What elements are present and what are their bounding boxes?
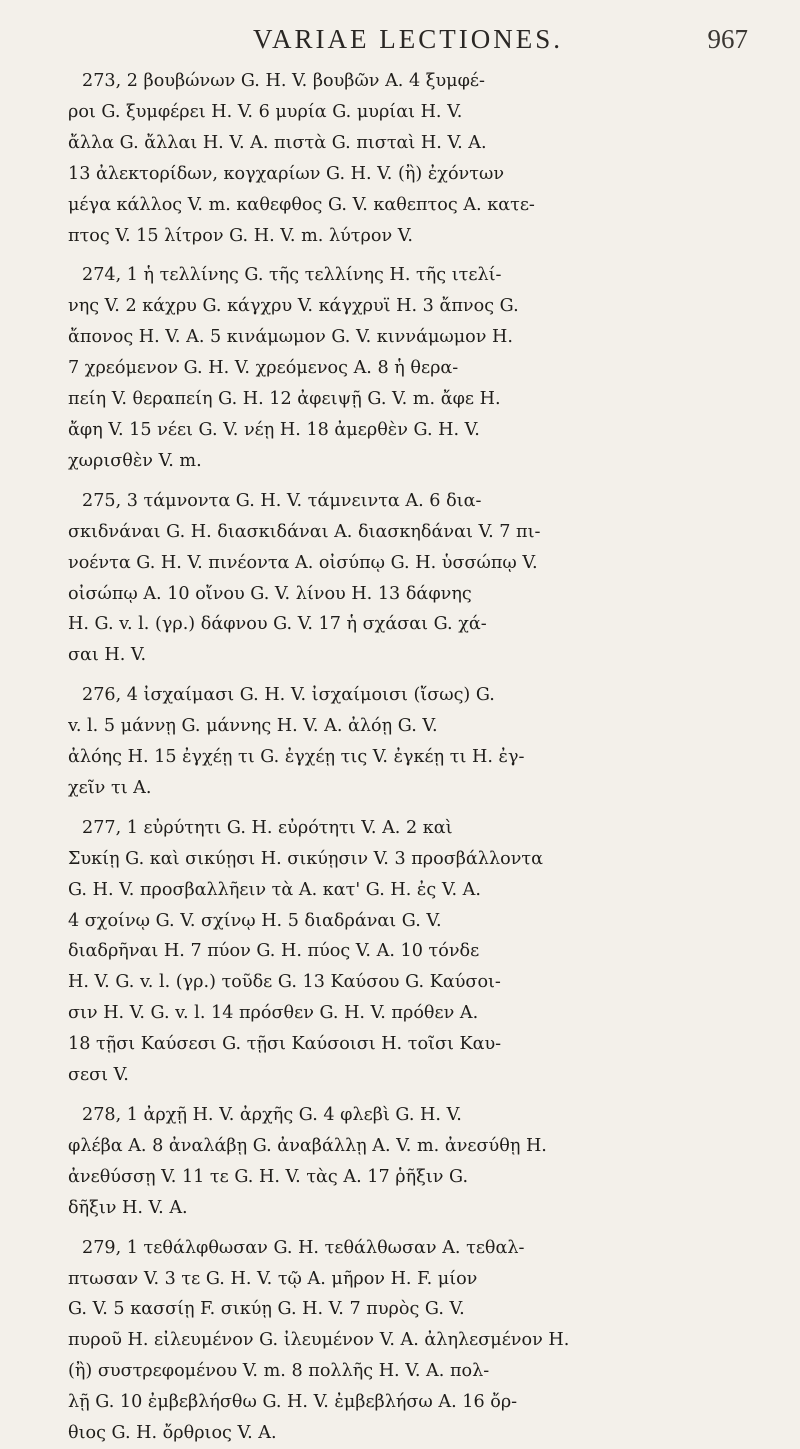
text-line: ἄφη V. 15 νέει G. V. νέῃ H. 18 ἀμερθὲν G. H. V.	[68, 419, 480, 440]
text-line: Συκίῃ G. καὶ σικύῃσι H. σικύῃσιν V. 3 προσβάλλοντα	[68, 848, 544, 869]
text-line: ἄλλα G. ἄλλαι H. V. A. πιστὰ G. πισταὶ H. V. A.	[68, 132, 487, 153]
section-first-line: 273, 2 βουβώνων G. H. V. βουβῶν A. 4 ξυμφέ-	[82, 71, 485, 91]
section-first-line: 277, 1 εὐρύτητι G. H. εὐρότητι V. A. 2 καὶ	[82, 817, 453, 838]
text-line: H. G. v. l. (γρ.) δάφνου G. V. 17 ἡ σχάσαι G. χά-	[68, 614, 487, 635]
variant-readings	[68, 66, 748, 1449]
text-line: ἄπονος H. V. A. 5 κινάμωμον G. V. κιννάμωμον H.	[68, 327, 513, 348]
text-line: φλέβα A. 8 ἀναλάβῃ G. ἀναβάλλῃ A. V. m. ἀνεσύθῃ H.	[68, 1135, 547, 1156]
chapter-section	[68, 66, 748, 251]
section-first-line: 279, 1 τεθάλφθωσαν G. H. τεθάλθωσαν A. τεθαλ-	[82, 1237, 525, 1258]
text-line: ἀλόης H. 15 ἐγχέῃ τι G. ἐγχέῃ τις V. ἐγκέῃ τι H. ἐγ-	[68, 747, 525, 768]
text-line: οἰσώπῳ A. 10 οἴνου G. V. λίνου H. 13 δάφνης	[68, 583, 472, 604]
chapter-section	[68, 1233, 748, 1449]
chapter-section	[68, 1100, 748, 1224]
chapter-section	[68, 680, 748, 804]
text-line: νης V. 2 κάχρυ G. κάγχρυ V. κάγχρυϊ H. 3 ἄπνος G.	[68, 296, 519, 317]
text-line: χεῖν τι A.	[68, 777, 152, 798]
text-line: πτωσαν V. 3 τε G. H. V. τῷ A. μῆρον H. F. μίον	[68, 1268, 478, 1289]
text-line: διαδρῆναι H. 7 πύον G. H. πύος V. A. 10 τόνδε	[68, 941, 480, 962]
text-line: δῆξιν H. V. A.	[68, 1197, 188, 1218]
text-line: σεσι V.	[68, 1065, 129, 1086]
section-first-line: 276, 4 ἰσχαίμασι G. H. V. ἰσχαίμοισι (ἴσως) G.	[82, 685, 495, 706]
text-line: σιν H. V. G. v. l. 14 πρόσθεν G. H. V. πρόθεν A.	[68, 1003, 479, 1024]
text-line: νοέντα G. H. V. πινέοντα A. οἰσύπῳ G. H. ὑσσώπῳ V.	[68, 552, 538, 573]
text-line: 7 χρεόμενον G. H. V. χρεόμενος A. 8 ἡ θερα-	[68, 358, 459, 379]
text-line: σκιδνάναι G. H. διασκιδάναι A. διασκηδάναι V. 7 πι-	[68, 521, 541, 542]
section-first-line: 275, 3 τάμνοντα G. H. V. τάμνειντα A. 6 δια-	[82, 490, 482, 511]
chapter-section	[68, 260, 748, 476]
running-head	[68, 10, 748, 54]
section-first-line: 274, 1 ἡ τελλίνης G. τῆς τελλίνης H. τῆς ιτελί-	[82, 265, 502, 286]
text-line: λῇ G. 10 ἐμβεβλήσθω G. H. V. ἐμβεβλήσω A. 16 ὄρ-	[68, 1392, 518, 1413]
text-line: v. l. 5 μάννῃ G. μάννης H. V. A. ἀλόῃ G. V.	[68, 716, 438, 737]
text-line: (ἢ) συστρεφομένου V. m. 8 πολλῆς H. V. A. πολ-	[68, 1361, 490, 1382]
chapter-section	[68, 813, 748, 1091]
text-line: H. V. G. v. l. (γρ.) τοῦδε G. 13 Καύσου G. Καύσοι-	[68, 972, 501, 993]
text-line: 13 ἀλεκτορίδων, κογχαρίων G. H. V. (ἢ) ἐχόντων	[68, 163, 505, 184]
text-line: 18 τῇσι Καύσεσι G. τῇσι Καύσοισι H. τοῖσι Καυ-	[68, 1034, 502, 1055]
section-first-line: 278, 1 ἀρχῇ H. V. ἀρχῆς G. 4 φλεβὶ G. H. V.	[82, 1105, 462, 1125]
text-line: σαι H. V.	[68, 645, 147, 666]
page-number: 967	[707, 24, 748, 54]
text-line: ροι G. ξυμφέρει H. V. 6 μυρία G. μυρίαι H. V.	[68, 101, 463, 122]
text-line: πτος V. 15 λίτρον G. H. V. m. λύτρον V.	[68, 225, 413, 246]
text-line: χωρισθὲν V. m.	[68, 450, 202, 471]
text-line: πείη V. θεραπείη G. H. 12 ἀφειψῇ G. V. m. ἄφε H.	[68, 389, 501, 410]
text-line: μέγα κάλλος V. m. καθεφθος G. V. καθεπτος A. κατε-	[68, 194, 535, 215]
running-title: VARIAE LECTIONES.	[253, 24, 563, 54]
text-line: ἀνεθύσσῃ V. 11 τε G. H. V. τὰς A. 17 ῥῆξιν G.	[68, 1166, 469, 1187]
text-line: G. H. V. προσβαλλῆειν τὰ A. κατ' G. H. ἐς V. A.	[68, 879, 481, 900]
text-line: G. V. 5 κασσίῃ F. σικύῃ G. H. V. 7 πυρὸς G. V.	[68, 1299, 465, 1320]
text-line: πυροῦ H. εἰλευμένον G. ἰλευμένον V. A. ἀληλεσμένον H.	[68, 1330, 570, 1351]
text-line: θιος G. H. ὄρθριος V. A.	[68, 1423, 277, 1444]
chapter-section	[68, 486, 748, 671]
text-line: 4 σχοίνῳ G. V. σχίνῳ H. 5 διαδράναι G. V.	[68, 910, 442, 931]
